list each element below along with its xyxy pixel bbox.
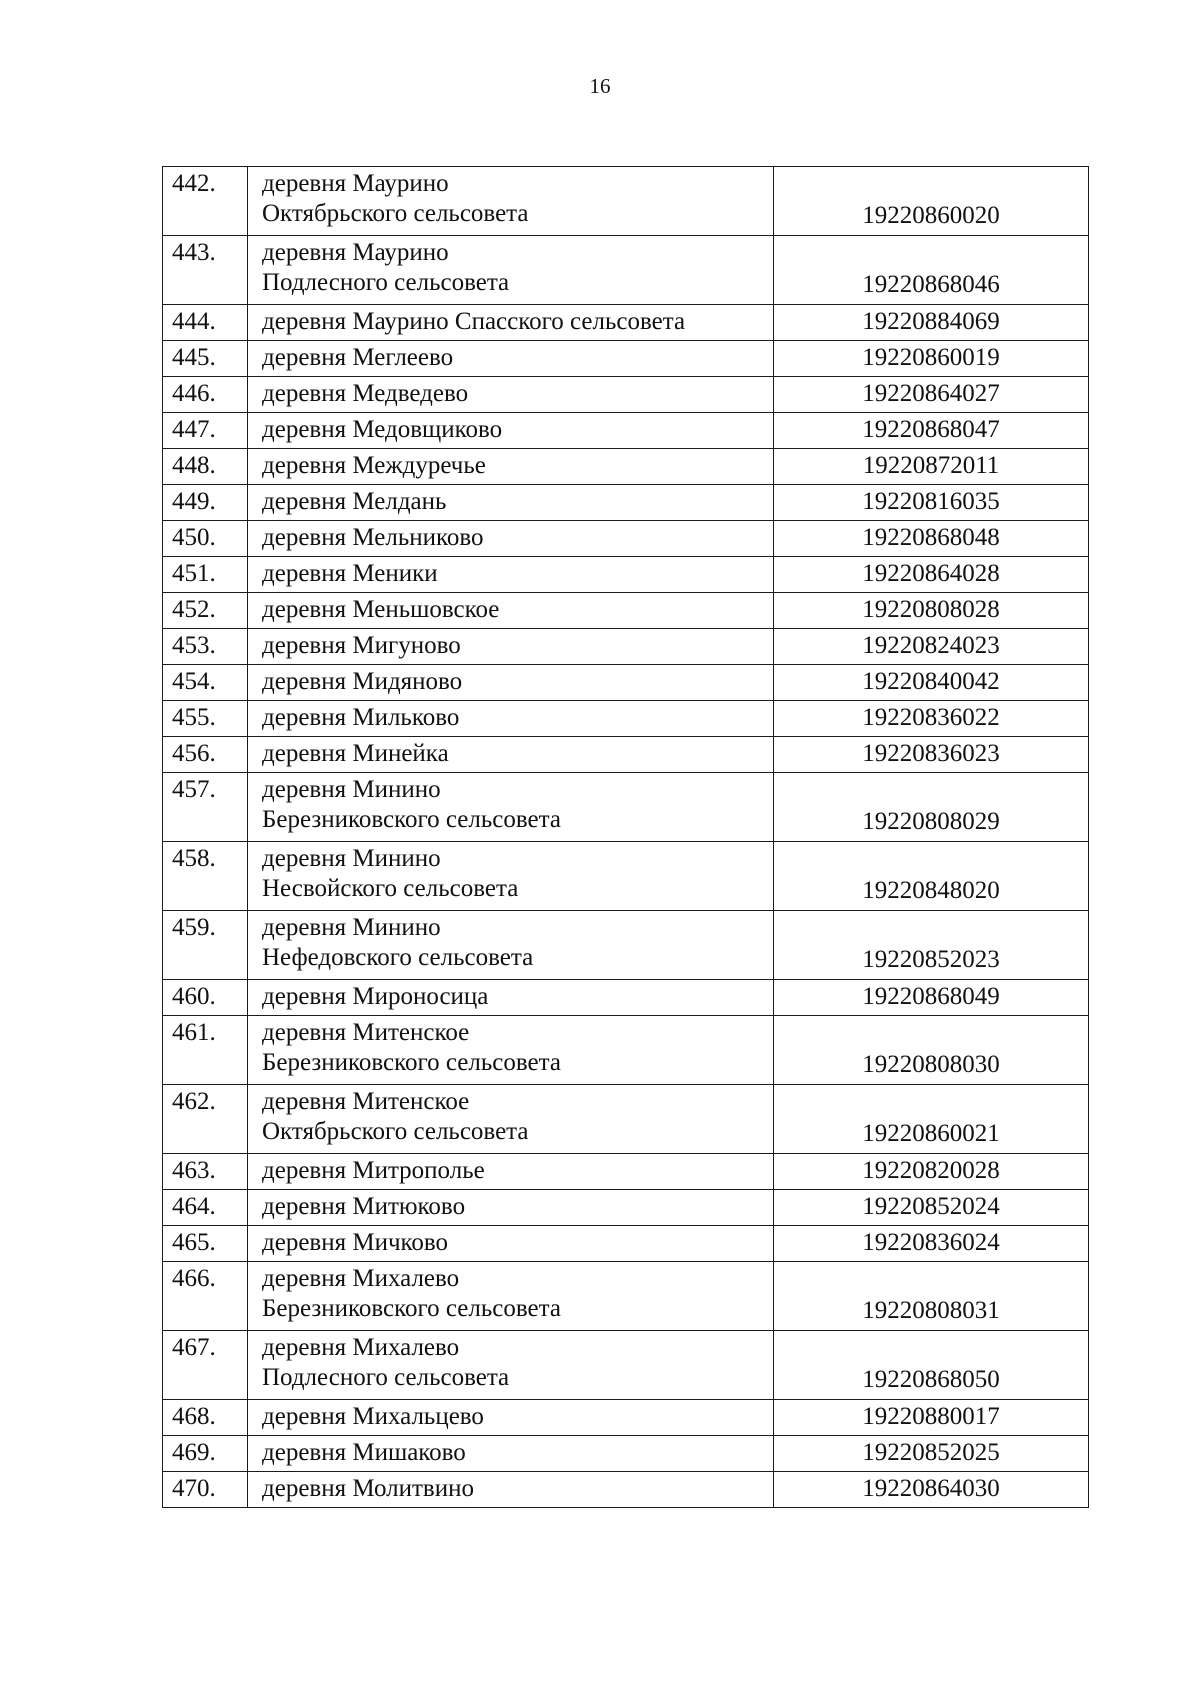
row-number: 464. (163, 1190, 248, 1226)
table-row (163, 911, 1089, 980)
settlement-name (248, 842, 774, 911)
okato-code: 19220808031 (774, 1262, 1089, 1331)
table-row (163, 521, 1089, 557)
okato-code: 19220852023 (774, 911, 1089, 980)
settlement-name-line: деревня Мигуново (262, 632, 461, 659)
row-number: 456. (163, 737, 248, 773)
settlement-name (248, 341, 774, 377)
settlement-name (248, 1016, 774, 1085)
settlement-name-line: деревня Михалево (262, 1265, 460, 1292)
table-row (163, 1085, 1089, 1154)
row-number: 445. (163, 341, 248, 377)
row-number: 446. (163, 377, 248, 413)
row-number: 452. (163, 593, 248, 629)
settlement-name-line: Березниковского сельсовета (262, 1049, 561, 1076)
settlement-name (248, 167, 774, 236)
settlement-name (248, 1331, 774, 1400)
okato-code: 19220808029 (774, 773, 1089, 842)
okato-code: 19220868047 (774, 413, 1089, 449)
settlement-name (248, 593, 774, 629)
settlement-name-line: деревня Митюково (262, 1193, 466, 1220)
table-row (163, 377, 1089, 413)
okato-code: 19220868049 (774, 980, 1089, 1016)
table-row (163, 1400, 1089, 1436)
settlement-name-line: Березниковского сельсовета (262, 1295, 561, 1322)
table-row (163, 1154, 1089, 1190)
settlement-name-line: деревня Минейка (262, 740, 449, 767)
settlement-name-line: деревня Меглеево (262, 344, 454, 371)
row-number: 469. (163, 1436, 248, 1472)
table-row (163, 980, 1089, 1016)
okato-code: 19220860019 (774, 341, 1089, 377)
settlement-name-line: деревня Меньшовское (262, 596, 500, 623)
table-row (163, 413, 1089, 449)
settlement-name (248, 305, 774, 341)
settlement-name-line: деревня Меники (262, 560, 438, 587)
settlement-name (248, 665, 774, 701)
table-row (163, 1016, 1089, 1085)
okato-code: 19220864027 (774, 377, 1089, 413)
okato-code: 19220872011 (774, 449, 1089, 485)
settlement-name (248, 449, 774, 485)
table-row (163, 1190, 1089, 1226)
settlement-name-line: Подлесного сельсовета (262, 269, 510, 296)
settlement-name-line: деревня Мишаково (262, 1439, 466, 1466)
settlement-name-line: деревня Минино (262, 914, 441, 941)
settlement-name-line: деревня Маурино (262, 170, 449, 197)
settlement-name (248, 413, 774, 449)
settlement-name (248, 737, 774, 773)
settlement-name-line: Несвойского сельсовета (262, 875, 519, 902)
okato-code: 19220836024 (774, 1226, 1089, 1262)
row-number: 459. (163, 911, 248, 980)
okato-code: 19220860020 (774, 167, 1089, 236)
settlement-name-line: деревня Михалево (262, 1334, 460, 1361)
okato-code: 19220864030 (774, 1472, 1089, 1508)
settlement-name-line: деревня Медовщиково (262, 416, 503, 443)
row-number: 448. (163, 449, 248, 485)
settlement-name-line: Нефедовского сельсовета (262, 944, 534, 971)
row-number: 450. (163, 521, 248, 557)
row-number: 447. (163, 413, 248, 449)
settlement-name (248, 1226, 774, 1262)
settlement-name (248, 557, 774, 593)
row-number: 461. (163, 1016, 248, 1085)
settlement-name-line: Октябрьского сельсовета (262, 1118, 529, 1145)
okato-code: 19220808028 (774, 593, 1089, 629)
row-number: 455. (163, 701, 248, 737)
table-row (163, 236, 1089, 305)
table-row (163, 449, 1089, 485)
row-number: 457. (163, 773, 248, 842)
table-row (163, 557, 1089, 593)
okato-code: 19220868050 (774, 1331, 1089, 1400)
settlement-name (248, 1436, 774, 1472)
settlement-name (248, 521, 774, 557)
row-number: 468. (163, 1400, 248, 1436)
row-number: 449. (163, 485, 248, 521)
okato-code: 19220864028 (774, 557, 1089, 593)
settlement-name (248, 911, 774, 980)
table-row (163, 167, 1089, 236)
settlement-name-line: деревня Минино (262, 776, 441, 803)
settlement-name-line: деревня Митрополье (262, 1157, 485, 1184)
settlement-name (248, 629, 774, 665)
settlement-name (248, 980, 774, 1016)
settlement-name (248, 1154, 774, 1190)
settlement-name (248, 1472, 774, 1508)
table-row (163, 665, 1089, 701)
settlement-name-line: деревня Междуречье (262, 452, 486, 479)
table-row (163, 737, 1089, 773)
okato-code: 19220884069 (774, 305, 1089, 341)
table-row (163, 341, 1089, 377)
settlement-name-line: Подлесного сельсовета (262, 1364, 510, 1391)
table-body (163, 167, 1089, 1508)
settlement-name-line: деревня Митенское (262, 1019, 470, 1046)
row-number: 470. (163, 1472, 248, 1508)
settlement-name (248, 377, 774, 413)
settlement-name (248, 701, 774, 737)
row-number: 465. (163, 1226, 248, 1262)
settlement-name-line: Октябрьского сельсовета (262, 200, 529, 227)
table-row (163, 1436, 1089, 1472)
okato-code: 19220816035 (774, 485, 1089, 521)
okato-code: 19220840042 (774, 665, 1089, 701)
settlement-name (248, 1262, 774, 1331)
row-number: 451. (163, 557, 248, 593)
settlement-name-line: деревня Михальцево (262, 1403, 484, 1430)
settlement-name-line: деревня Мелдань (262, 488, 447, 515)
settlement-name (248, 1400, 774, 1436)
table-row (163, 1331, 1089, 1400)
okato-code: 19220852025 (774, 1436, 1089, 1472)
table-row (163, 701, 1089, 737)
settlement-name (248, 1085, 774, 1154)
okato-code: 19220852024 (774, 1190, 1089, 1226)
settlement-name-line: деревня Минино (262, 845, 441, 872)
settlement-name-line: деревня Маурино (262, 239, 449, 266)
okato-code: 19220848020 (774, 842, 1089, 911)
okato-code: 19220836022 (774, 701, 1089, 737)
settlement-name (248, 773, 774, 842)
table-row (163, 842, 1089, 911)
row-number: 467. (163, 1331, 248, 1400)
row-number: 442. (163, 167, 248, 236)
settlement-name-line: деревня Митенское (262, 1088, 470, 1115)
row-number: 458. (163, 842, 248, 911)
table-row (163, 593, 1089, 629)
okato-code: 19220836023 (774, 737, 1089, 773)
okato-code: 19220808030 (774, 1016, 1089, 1085)
settlement-name-line: Березниковского сельсовета (262, 806, 561, 833)
row-number: 453. (163, 629, 248, 665)
settlement-name (248, 485, 774, 521)
table-row (163, 1226, 1089, 1262)
okato-code: 19220824023 (774, 629, 1089, 665)
page-number: 16 (589, 74, 611, 98)
okato-code: 19220860021 (774, 1085, 1089, 1154)
settlement-name-line: деревня Мироносица (262, 983, 489, 1010)
settlement-name-line: деревня Мельниково (262, 524, 484, 551)
settlement-name-line: деревня Мичково (262, 1229, 449, 1256)
row-number: 466. (163, 1262, 248, 1331)
settlement-name-line: деревня Мильково (262, 704, 460, 731)
row-number: 444. (163, 305, 248, 341)
okato-code: 19220880017 (774, 1400, 1089, 1436)
table-row (163, 305, 1089, 341)
table-row (163, 485, 1089, 521)
settlement-name-line: деревня Молитвино (262, 1475, 474, 1502)
row-number: 454. (163, 665, 248, 701)
settlement-name-line: деревня Маурино Спасского сельсовета (262, 308, 686, 335)
table-row (163, 773, 1089, 842)
table-row (163, 1472, 1089, 1508)
okato-code: 19220820028 (774, 1154, 1089, 1190)
table-row (163, 629, 1089, 665)
table-row (163, 1262, 1089, 1331)
okato-code: 19220868048 (774, 521, 1089, 557)
settlement-name-line: деревня Медведево (262, 380, 469, 407)
settlement-name (248, 236, 774, 305)
settlement-name (248, 1190, 774, 1226)
settlement-name-line: деревня Мидяново (262, 668, 463, 695)
okato-code: 19220868046 (774, 236, 1089, 305)
row-number: 460. (163, 980, 248, 1016)
row-number: 443. (163, 236, 248, 305)
row-number: 462. (163, 1085, 248, 1154)
row-number: 463. (163, 1154, 248, 1190)
settlements-table (162, 166, 1089, 1508)
